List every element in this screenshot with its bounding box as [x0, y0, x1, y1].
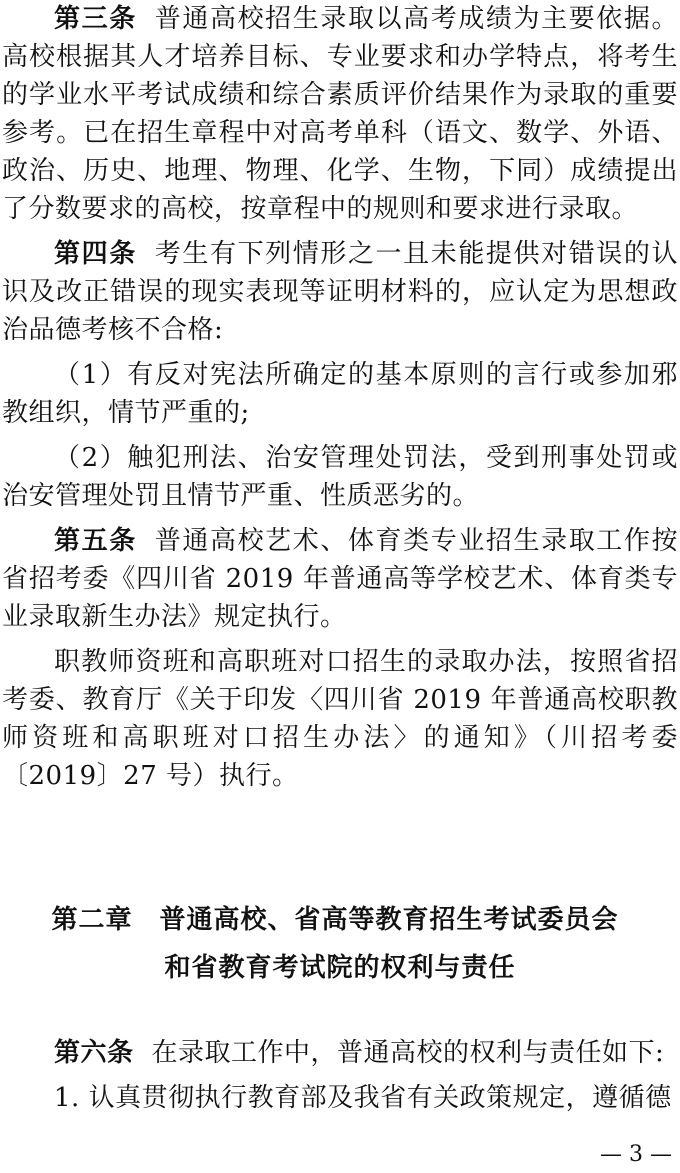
article-6-item-1: 1. 认真贯彻执行教育部及我省有关政策规定，遵循德 [54, 1083, 672, 1113]
body-text-lower [2, 1034, 678, 1124]
article-4-label: 第四条 [54, 239, 137, 269]
article-3-paragraph [2, 0, 678, 228]
article-5-label: 第五条 [54, 526, 137, 556]
article-6-paragraph [2, 1034, 678, 1072]
article-6-label: 第六条 [54, 1038, 134, 1068]
article-6-text: 在录取工作中，普通高校的权利与责任如下: [151, 1038, 665, 1068]
article-4-item-1: （1）有反对宪法所确定的基本原则的言行或参加邪教组织，情节严重的; [2, 360, 678, 428]
chapter-heading-line-2: 和省教育考试院的权利与责任 [164, 953, 516, 983]
article-4-paragraph [2, 235, 678, 349]
article-3-label: 第三条 [54, 4, 137, 34]
chapter-heading-line-1: 第二章 普通高校、省高等教育招生考试委员会 [51, 905, 619, 935]
article-4-text: 考生有下列情形之一且未能提供对错误的认识及改正错误的现实表现等证明材料的，应认定为思想政治品德考核不合格: [2, 239, 678, 345]
page-number: — 3 — [600, 1142, 672, 1167]
chapter-heading [0, 896, 680, 992]
article-3-text: 普通高校招生录取以高考成绩为主要依据。高校根据其人才培养目标、专业要求和办学特点，将考生的学业水平考试成绩和综合素质评价结果作为录取的重要参考。已在招生章程中对高考单科（语文、数学、外语、政治、历史、地理、物理、化学、生物，下同）成绩提出了分数要求的高校，按章程中的规则和要求进行录取。 [2, 4, 678, 224]
article-5-paragraph [2, 522, 678, 636]
article-5-paragraph-2: 职教师资班和高职班对口招生的录取办法，按照省招考委、教育厅《关于印发〈四川省 2019 年普通高校职教师资班和高职班对口招生办法〉的通知》（川招考委〔2019〕27 号）执行。 [2, 647, 678, 791]
article-4-item-2: （2）触犯刑法、治安管理处罚法，受到刑事处罚或治安管理处罚且情节严重、性质恶劣的。 [2, 443, 678, 511]
body-text-upper [2, 0, 678, 802]
article-5-text: 普通高校艺术、体育类专业招生录取工作按省招考委《四川省 2019 年普通高等学校艺术、体育类专业录取新生办法》规定执行。 [2, 526, 678, 632]
